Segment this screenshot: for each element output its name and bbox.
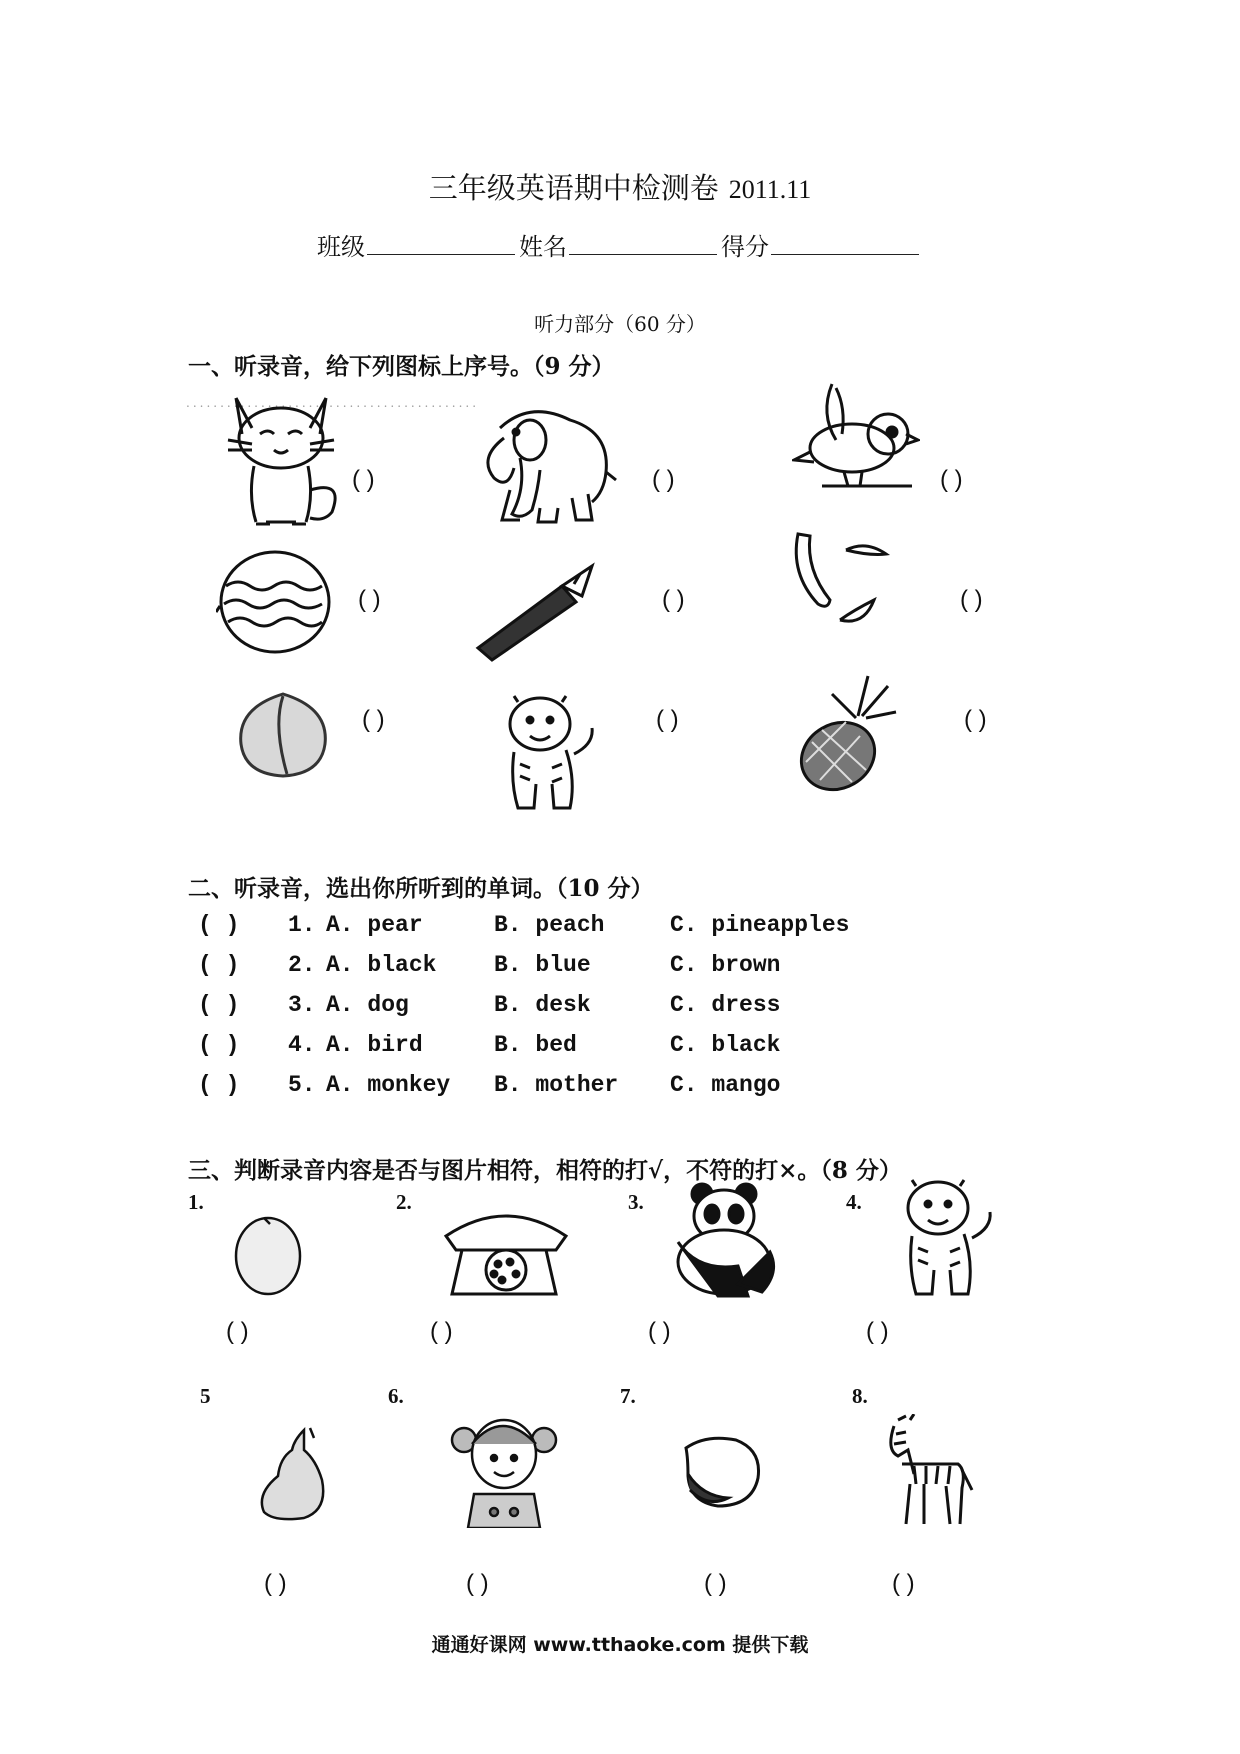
option-a: A. bird	[326, 1032, 423, 1058]
page-title	[0, 166, 1240, 207]
option-a: A. pear	[326, 912, 423, 938]
elephant-icon	[470, 398, 620, 528]
item-number: 8.	[852, 1384, 868, 1408]
student-info-line	[0, 227, 1240, 262]
exam-title: 三年级英语期中检测卷	[428, 171, 719, 205]
question-number: 5.	[288, 1072, 316, 1098]
judge-paren-8[interactable]: ( )	[892, 1570, 915, 1597]
option-b: B. bed	[494, 1032, 577, 1058]
footer-credit: 通通好课网 www.tthaoke.com 提供下载	[431, 1634, 809, 1656]
answer-paren-9[interactable]: ( )	[964, 706, 987, 733]
option-a: A. monkey	[326, 1072, 451, 1098]
answer-paren-7[interactable]: ( )	[362, 706, 385, 733]
exam-date: 2011.11	[728, 175, 812, 204]
answer-paren-4[interactable]: ( )	[358, 586, 381, 613]
option-b: B. mother	[494, 1072, 619, 1098]
section3-heading: 三、判断录音内容是否与图片相符，相符的打√，不符的打×。（8 分）	[188, 1157, 902, 1184]
answer-paren-6[interactable]: ( )	[960, 586, 983, 613]
judge-paren-2[interactable]: ( )	[430, 1318, 453, 1345]
tiger-icon	[490, 694, 598, 816]
item-number: 6.	[388, 1384, 404, 1408]
answer-paren-5[interactable]: ( )	[662, 586, 685, 613]
name-blank[interactable]	[569, 234, 717, 255]
option-a: A. black	[326, 952, 437, 978]
answer-paren-1[interactable]: ( )	[352, 466, 375, 493]
girl-icon	[450, 1414, 558, 1528]
item-number: 2.	[396, 1190, 412, 1214]
watermelon-icon	[216, 546, 334, 658]
option-c: C. mango	[670, 1072, 781, 1098]
item-number: 5	[200, 1384, 211, 1408]
banana-icon	[786, 530, 898, 636]
option-c: C. brown	[670, 952, 781, 978]
option-b: B. peach	[494, 912, 605, 938]
item-number: 7.	[620, 1384, 636, 1408]
listening-part-title: 听力部分（60 分）	[534, 312, 706, 336]
answer-paren[interactable]: ( )	[198, 1032, 240, 1058]
item-number: 4.	[846, 1190, 862, 1214]
answer-paren-3[interactable]: ( )	[940, 466, 963, 493]
tiger-icon	[888, 1178, 994, 1302]
mango-icon	[680, 1434, 764, 1510]
answer-paren-8[interactable]: ( )	[656, 706, 679, 733]
name-label: 姓名	[519, 233, 567, 261]
judge-paren-6[interactable]: ( )	[466, 1570, 489, 1597]
orange-icon	[232, 1212, 304, 1296]
question-number: 2.	[288, 952, 316, 978]
class-blank[interactable]	[367, 234, 515, 255]
section2-heading: 二、听录音，选出你所听到的单词。（10 分）	[188, 875, 654, 902]
answer-paren[interactable]: ( )	[198, 912, 240, 938]
score-label: 得分	[721, 233, 769, 261]
option-a: A. dog	[326, 992, 409, 1018]
item-number: 1.	[188, 1190, 204, 1214]
judge-paren-5[interactable]: ( )	[264, 1570, 287, 1597]
judge-paren-7[interactable]: ( )	[704, 1570, 727, 1597]
item-number: 3.	[628, 1190, 644, 1214]
judge-paren-3[interactable]: ( )	[648, 1318, 671, 1345]
option-b: B. blue	[494, 952, 591, 978]
question-number: 1.	[288, 912, 316, 938]
panda-icon	[658, 1182, 790, 1304]
bird-icon	[792, 378, 920, 504]
class-label: 班级	[317, 233, 365, 261]
dotted-guide: ...........................................	[186, 396, 480, 410]
answer-paren[interactable]: ( )	[198, 992, 240, 1018]
option-c: C. dress	[670, 992, 781, 1018]
section1-heading: 一、听录音，给下列图标上序号。（9 分）	[188, 353, 615, 380]
judge-paren-1[interactable]: ( )	[226, 1318, 249, 1345]
judge-paren-4[interactable]: ( )	[866, 1318, 889, 1345]
answer-paren[interactable]: ( )	[198, 952, 240, 978]
question-number: 3.	[288, 992, 316, 1018]
telephone-icon	[438, 1196, 574, 1300]
pineapple-icon	[792, 672, 902, 796]
question-number: 4.	[288, 1032, 316, 1058]
score-blank[interactable]	[771, 234, 919, 255]
pear-icon	[254, 1426, 332, 1522]
answer-paren-2[interactable]: ( )	[652, 466, 675, 493]
pen-icon	[470, 560, 606, 664]
zebra-icon	[880, 1414, 976, 1528]
answer-paren[interactable]: ( )	[198, 1072, 240, 1098]
peach-icon	[236, 688, 330, 778]
option-c: C. black	[670, 1032, 781, 1058]
option-b: B. desk	[494, 992, 591, 1018]
option-c: C. pineapples	[670, 912, 850, 938]
cat-icon	[222, 392, 340, 528]
